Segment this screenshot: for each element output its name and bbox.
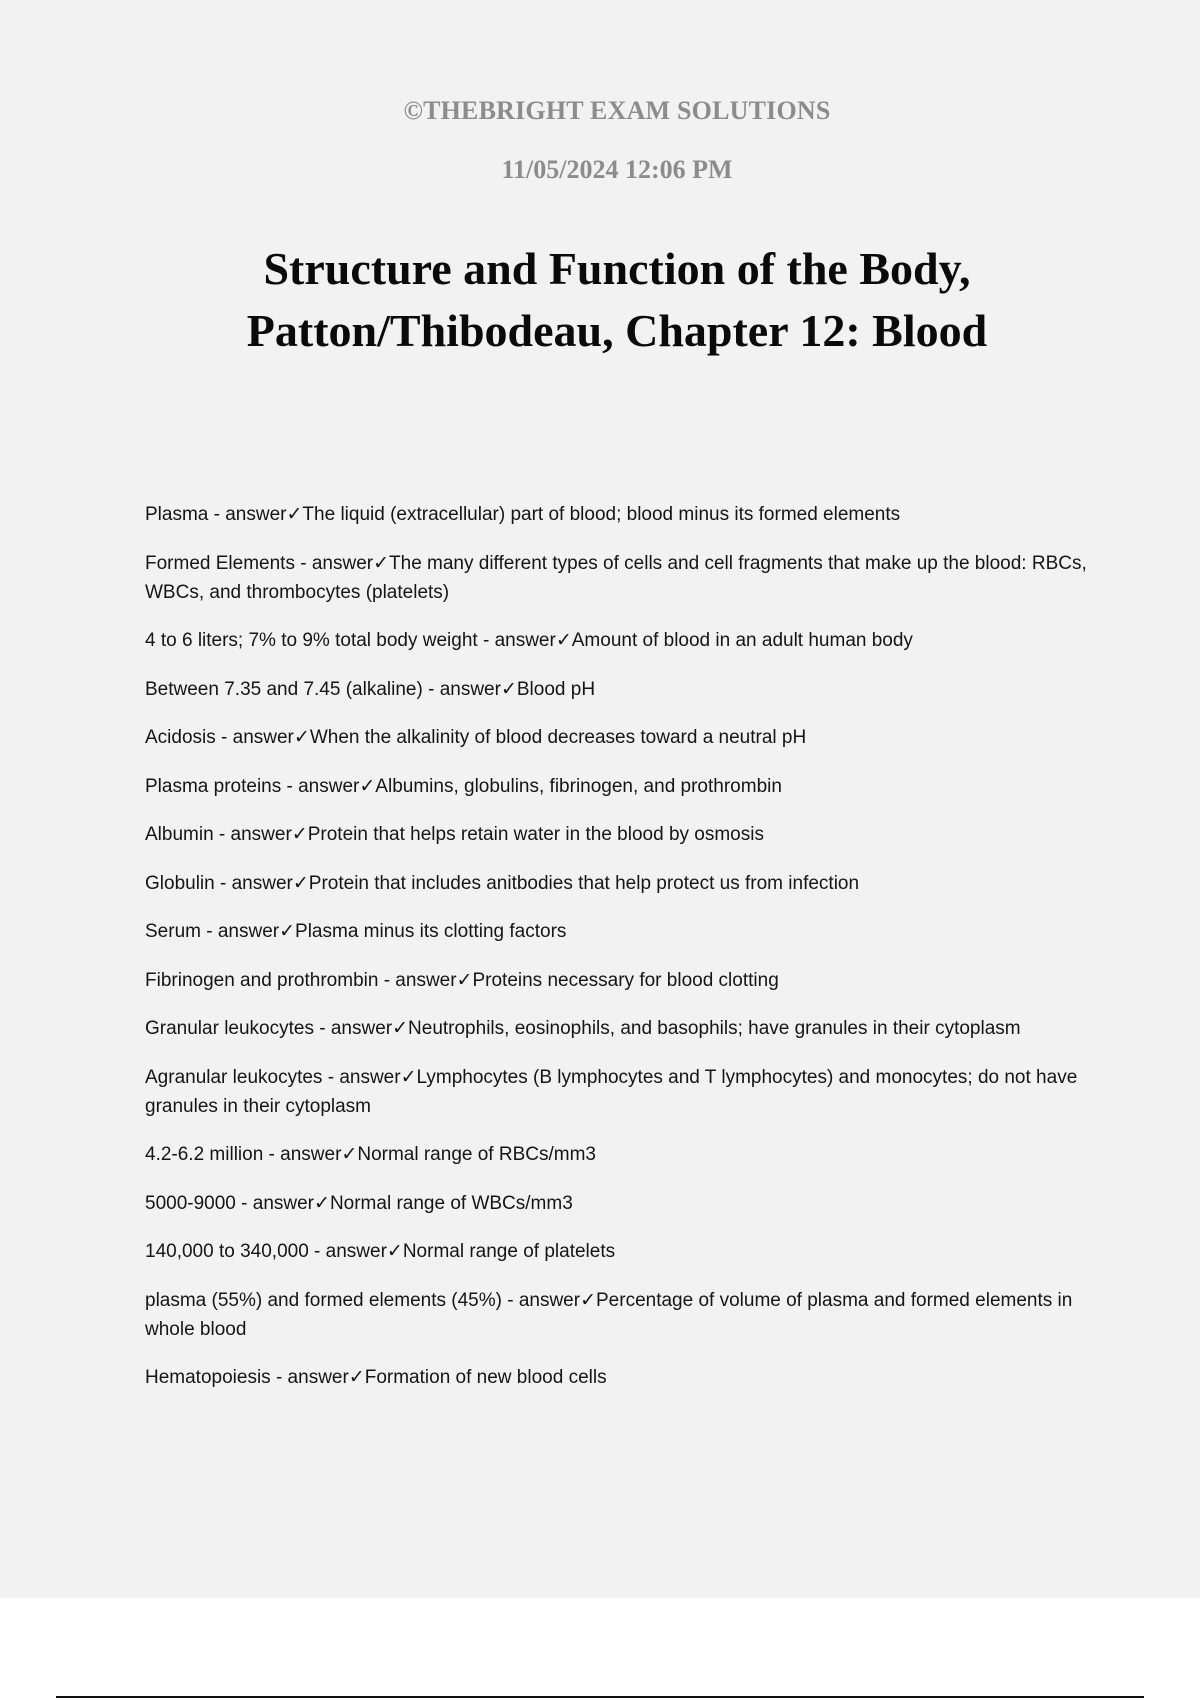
flashcard-entry: [145, 1189, 1095, 1218]
entry-definition: Normal range of RBCs/mm3: [357, 1144, 596, 1165]
entry-definition: Formation of new blood cells: [364, 1367, 607, 1388]
answer-separator: - answer✓: [422, 678, 517, 700]
entry-definition: Protein that helps retain water in the blood by osmosis: [307, 824, 764, 845]
flashcard-entry: [145, 500, 1095, 529]
entry-term: Between 7.35 and 7.45 (alkaline): [145, 678, 423, 700]
entry-term: Fibrinogen and prothrombin: [145, 969, 379, 991]
entry-definition: Protein that includes anitbodies that help protect us from infection: [308, 872, 860, 894]
entry-definition: Normal range of platelets: [402, 1241, 616, 1262]
flashcard-entry: [145, 1140, 1095, 1169]
entry-definition: Amount of blood in an adult human body: [571, 630, 913, 651]
flashcard-entry: [145, 549, 1095, 607]
entry-term: Agranular leukocytes: [145, 1066, 323, 1088]
entry-term: 5000-9000: [145, 1192, 236, 1214]
entry-definition: Blood pH: [516, 678, 596, 700]
entry-term: Plasma: [145, 504, 209, 525]
entry-definition: Percentage of volume of plasma and formed elements in whole blood: [145, 1289, 1073, 1340]
entry-term: Hematopoiesis: [145, 1367, 271, 1388]
flashcard-entry: [145, 917, 1095, 946]
answer-separator: - answer✓: [308, 1241, 403, 1262]
answer-separator: - answer✓: [200, 921, 296, 942]
flashcard-entry: [145, 723, 1095, 752]
answer-separator: - answer✓: [313, 1018, 409, 1039]
entry-definition: The liquid (extracellular) part of blood; blood minus its formed elements: [302, 504, 901, 525]
entry-term: Albumin: [145, 824, 214, 845]
answer-separator: - answer✓: [215, 727, 310, 748]
entry-term: Granular leukocytes: [145, 1018, 314, 1039]
answer-separator: - answer✓: [378, 969, 473, 991]
document-title-line-1: Structure and Function of the Body,: [263, 243, 971, 294]
entry-definition: Plasma minus its clotting factors: [295, 921, 567, 942]
answer-separator: - answer✓: [281, 775, 376, 797]
flashcard-entry: [145, 869, 1095, 898]
flashcard-entry: [145, 675, 1095, 704]
answer-separator: - answer✓: [208, 504, 303, 525]
answer-separator: - answer✓: [214, 872, 309, 894]
entry-definition: When the alkalinity of blood decreases toward a neutral pH: [309, 727, 807, 748]
entry-term: Plasma proteins: [145, 775, 282, 797]
flashcard-entry: [145, 772, 1095, 801]
answer-separator: - answer✓: [501, 1289, 596, 1311]
flashcard-entry: [145, 1237, 1095, 1266]
flashcard-entry: [145, 626, 1095, 655]
answer-separator: - answer✓: [322, 1066, 417, 1088]
entry-definition: Proteins necessary for blood clotting: [472, 969, 779, 991]
answer-separator: - answer✓: [270, 1367, 365, 1388]
flashcard-entry: [145, 1063, 1095, 1121]
flashcard-entry: [145, 1014, 1095, 1043]
entry-definition: Albumins, globulins, fibrinogen, and prothrombin: [375, 775, 782, 797]
entry-term: Globulin: [145, 872, 215, 894]
entry-definition: Normal range of WBCs/mm3: [329, 1192, 573, 1214]
entry-term: Formed Elements: [145, 552, 295, 574]
entry-term: plasma (55%) and formed elements (45%): [145, 1289, 502, 1311]
flashcard-entry: [145, 1286, 1095, 1344]
document-title-line-2: Patton/Thibodeau, Chapter 12: Blood: [246, 305, 988, 356]
entry-term: 140,000 to 340,000: [145, 1241, 309, 1262]
answer-separator: - answer✓: [213, 824, 308, 845]
answer-separator: - answer✓: [235, 1192, 330, 1214]
answer-separator: - answer✓: [477, 630, 572, 651]
entry-definition: The many different types of cells and cell fragments that make up the blood: RBCs, WBCs, and thrombocytes (platelets): [145, 552, 1087, 603]
entry-term: 4 to 6 liters; 7% to 9% total body weight: [145, 630, 478, 651]
entry-definition: Lymphocytes (B lymphocytes and T lymphocytes) and monocytes; do not have granules in their cytoplasm: [145, 1066, 1078, 1117]
header-datetime: 11/05/2024 12:06 PM: [501, 155, 733, 184]
entry-term: Serum: [145, 921, 201, 942]
flashcard-list: [145, 500, 1095, 1412]
header-brand: ©THEBRIGHT EXAM SOLUTIONS: [403, 96, 831, 125]
entry-definition: Neutrophils, eosinophils, and basophils; have granules in their cytoplasm: [408, 1018, 1021, 1039]
footer-divider: [56, 1696, 1144, 1698]
entry-term: 4.2-6.2 million: [145, 1144, 264, 1165]
answer-separator: - answer✓: [263, 1144, 358, 1165]
flashcard-entry: [145, 966, 1095, 995]
document-title: [0, 238, 1200, 362]
answer-separator: - answer✓: [294, 552, 390, 574]
flashcard-entry: [145, 1363, 1095, 1392]
entry-term: Acidosis: [145, 727, 216, 748]
flashcard-entry: [145, 820, 1095, 849]
